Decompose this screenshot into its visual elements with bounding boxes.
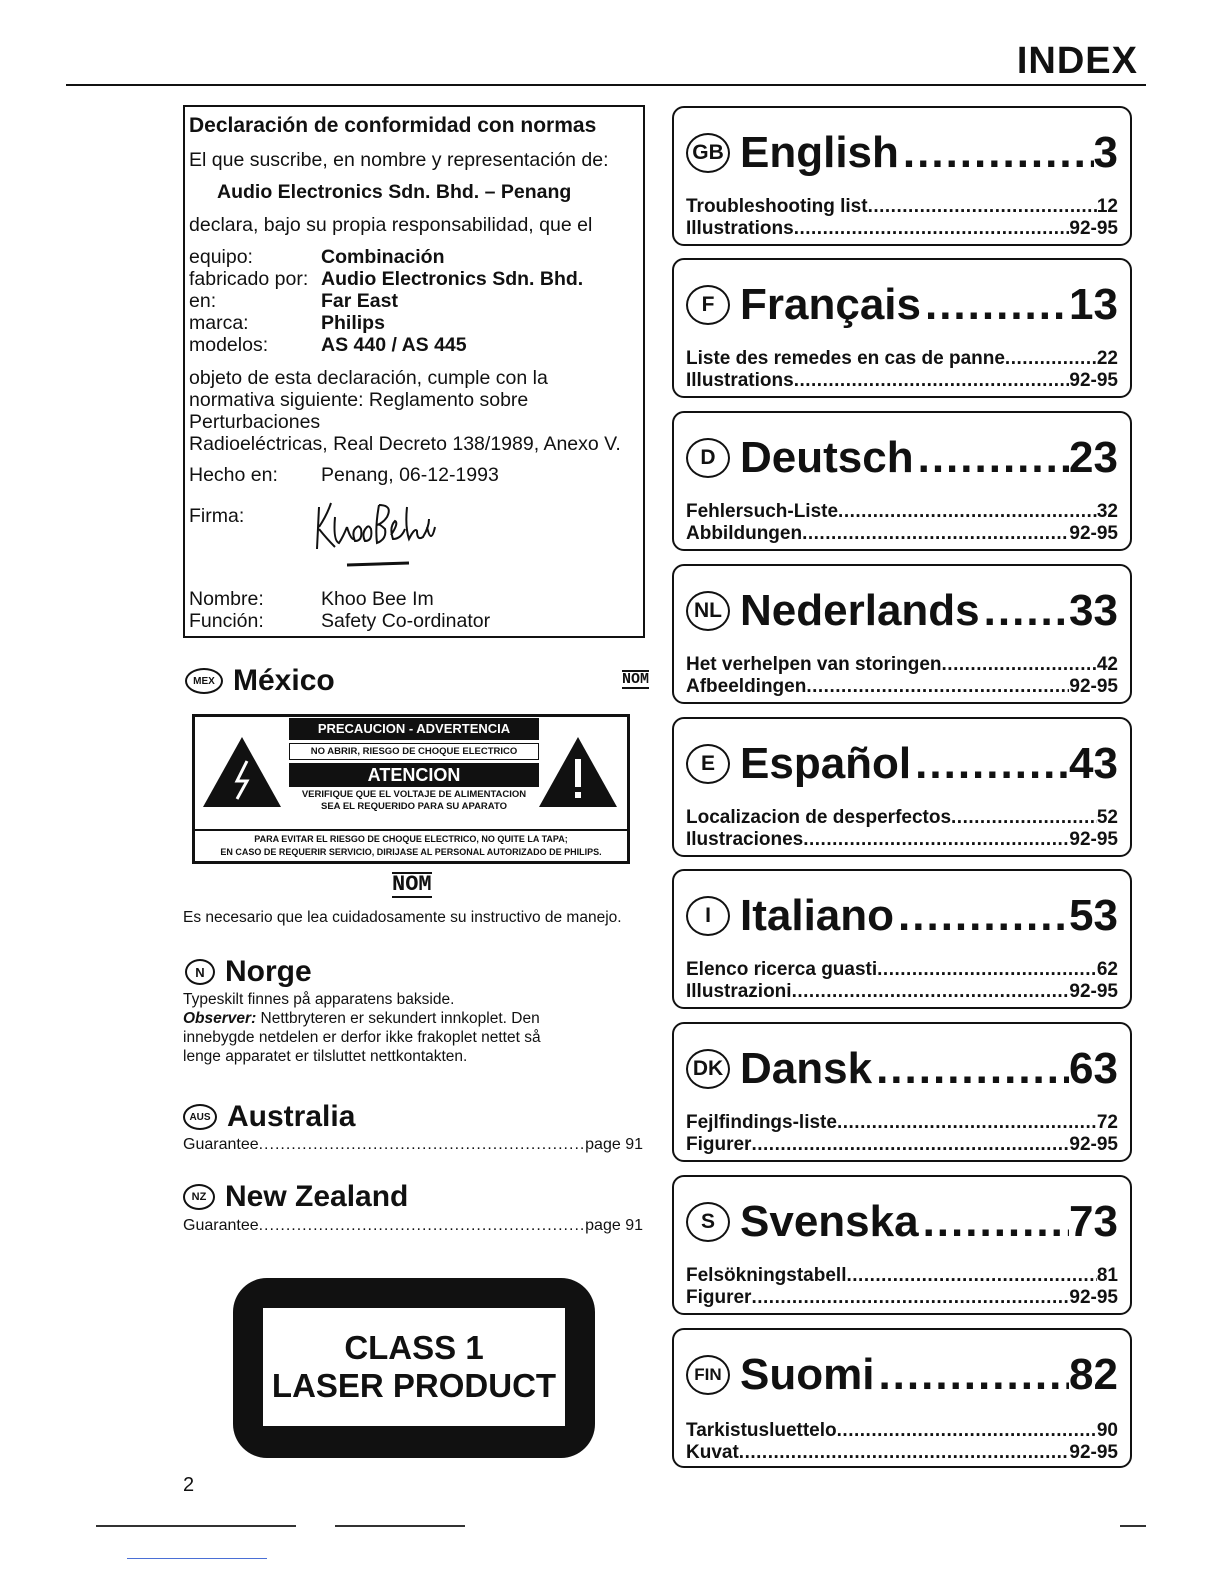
leader-dots [792,981,1070,1003]
index-row [686,959,1118,981]
lang-name: Français [740,280,921,329]
row-page: 52 [1096,807,1118,828]
leader-dots [1005,348,1097,370]
signature [313,497,453,577]
warning-mid: ATENCION [289,763,539,787]
object-line: Radioeléctricas, Real Decreto 138/1989, Anexo V. [189,433,621,455]
row-page: 92-95 [1069,1442,1118,1463]
warning-bottom2: EN CASO DE REQUERIR SERVICIO, DIRIJASE AL PERSONAL AUTORIZADO DE PHILIPS. [220,847,602,857]
leader-dots [794,370,1070,392]
declaration-box [183,105,645,638]
exclamation-hazard-icon [537,735,619,809]
guarantee-page: page 91 [585,1136,643,1153]
mexico-heading [185,664,335,698]
field-label: fabricado por: [189,268,309,290]
row-label: Het verhelpen van storingen [686,654,942,675]
gb-badge-icon: GB [686,133,730,173]
field-value: AS 440 / AS 445 [321,334,467,356]
dk-badge-icon: DK [686,1049,730,1089]
newzealand-title: New Zealand [225,1180,409,1213]
lang-page: 43 [1069,739,1118,788]
row-label: Tarkistusluettelo [686,1420,837,1441]
row-page: 81 [1096,1265,1118,1286]
s-badge-icon: S [686,1202,730,1242]
norge-line: lenge apparatet er tilsluttet nettkontakten. [183,1048,468,1065]
warning-label [192,714,630,864]
lang-box-deutsch [672,411,1132,551]
row-page: 32 [1096,501,1118,522]
australia-guarantee [183,1136,643,1154]
row-page: 72 [1096,1112,1118,1133]
index-row [686,218,1118,240]
leader-dots [794,218,1070,240]
lang-name: Español [740,739,912,788]
leader-dots [806,676,1069,698]
lang-name: Nederlands [740,586,980,635]
leader-dots [984,586,1069,636]
australia-title: Australia [227,1100,356,1133]
norge-line: innebygde netdelen er derfor ikke frakoplet nettet så [183,1029,541,1046]
leader-dots [951,807,1097,829]
field-value: Philips [321,312,385,334]
declaration-intro: El que suscribe, en nombre y representación de: [189,149,609,171]
leader-dots [925,280,1069,330]
guarantee-label: Guarantee [183,1136,259,1153]
lang-page: 33 [1069,586,1118,635]
leader-dots [803,829,1069,851]
field-value: Combinación [321,246,445,268]
field-label: modelos: [189,334,269,356]
field-label: marca: [189,312,249,334]
index-row [686,1112,1118,1134]
field-value: Far East [321,290,398,312]
field-label: equipo: [189,246,253,268]
leader-dots [918,433,1069,483]
lang-box-suomi [672,1328,1132,1468]
leader-dots [898,891,1069,941]
e-badge-icon: E [686,744,730,784]
nl-badge-icon: NL [686,591,730,631]
function-value: Safety Co-ordinator [321,610,491,632]
row-page: 92-95 [1069,676,1118,697]
row-label: Figurer [686,1287,752,1308]
lang-box-svenska [672,1175,1132,1315]
d-badge-icon: D [686,438,730,478]
mexico-note: Es necesario que lea cuidadosamente su instructivo de manejo. [183,909,622,926]
index-row [686,501,1118,523]
index-row [686,807,1118,829]
blue-line [127,1558,267,1559]
nz-badge-icon: NZ [183,1184,215,1210]
row-label: Localizacion de desperfectos [686,807,952,828]
index-row [686,370,1118,392]
name-label: Nombre: [189,588,264,610]
row-label: Illustrations [686,370,794,391]
row-page: 90 [1096,1420,1118,1441]
lang-name: Dansk [740,1044,873,1093]
newzealand-guarantee [183,1217,643,1235]
row-label: Figurer [686,1134,752,1155]
nom-logo: NOM [622,671,650,688]
lang-box-english [672,106,1132,246]
row-page: 42 [1096,654,1118,675]
index-row [686,1442,1118,1464]
index-row [686,654,1118,676]
lang-name: Suomi [740,1350,875,1399]
object-line: normativa siguiente: Reglamento sobre [189,389,529,411]
n-badge-icon: N [185,959,215,985]
made-value: Penang, 06-12-1993 [321,464,499,486]
newzealand-heading [183,1180,408,1214]
lang-page: 23 [1069,433,1118,482]
index-row [686,1265,1118,1287]
leader-dots [877,959,1097,981]
guarantee-label: Guarantee [183,1217,259,1234]
leader-dots [751,1287,1069,1309]
row-label: Fejlfindings-liste [686,1112,837,1133]
norge-line [183,1009,623,1028]
leader-dots [878,1350,1069,1400]
leader-dots [837,1420,1097,1442]
leader-dots [868,196,1097,218]
lang-name: Italiano [740,891,895,940]
made-label: Hecho en: [189,464,278,486]
lang-name: Svenska [740,1197,919,1246]
mexico-title: México [233,664,335,697]
leader-dots [751,1134,1069,1156]
object-line: objeto de esta declaración, cumple con la [189,367,548,389]
row-page: 92-95 [1069,370,1118,391]
footer-rule [96,1525,296,1527]
row-label: Abbildungen [686,523,803,544]
lang-box-dansk [672,1022,1132,1162]
lang-page: 3 [1093,128,1118,177]
field-value: Audio Electronics Sdn. Bhd. [321,268,584,290]
nom-logo-large: NOM [392,872,432,897]
i-badge-icon: I [686,896,730,936]
index-row [686,196,1118,218]
leader-dots [259,1136,586,1154]
leader-dots [259,1217,586,1235]
index-row [686,829,1118,851]
index-row [686,1134,1118,1156]
object-line: Perturbaciones [189,411,321,433]
row-label: Liste des remedes en cas de panne [686,348,1005,369]
index-row [686,1287,1118,1309]
electric-hazard-icon [201,735,283,809]
norge-line: Typeskilt finnes på apparatens bakside. [183,991,455,1008]
index-row [686,676,1118,698]
norge-text [183,990,623,1066]
norge-heading [185,955,312,989]
row-label: Elenco ricerca guasti [686,959,878,980]
row-label: Troubleshooting list [686,196,868,217]
footer-rule [1120,1525,1146,1527]
row-page: 92-95 [1069,829,1118,850]
aus-badge-icon: AUS [183,1104,217,1130]
signature-label: Firma: [189,505,245,527]
leader-dots [802,523,1069,545]
leader-dots [837,1112,1097,1134]
warning-line1: NO ABRIR, RIESGO DE CHOQUE ELECTRICO [289,743,539,760]
mex-badge-icon: MEX [185,668,223,694]
row-page: 92-95 [1069,218,1118,239]
lang-page: 82 [1069,1350,1118,1399]
warning-line3: SEA EL REQUERIDO PARA SU APARATO [321,801,507,812]
warning-line2: VERIFIQUE QUE EL VOLTAJE DE ALIMENTACION [301,789,527,800]
row-label: Felsökningstabell [686,1265,847,1286]
row-page: 12 [1096,196,1118,217]
lang-box-espanol [672,717,1132,857]
leader-dots [739,1442,1070,1464]
lang-page: 73 [1069,1197,1118,1246]
norge-line2: Nettbryteren er sekundert innkoplet. Den [256,1010,540,1027]
leader-dots [846,1265,1096,1287]
warning-top: PRECAUCION - ADVERTENCIA [289,718,539,740]
index-row [686,1420,1118,1442]
footer-rule [335,1525,465,1527]
row-label: Afbeeldingen [686,676,807,697]
declaration-declares: declara, bajo su propia responsabilidad, que el [189,214,593,236]
australia-heading [183,1100,355,1134]
name-value: Khoo Bee Im [321,588,434,610]
lang-box-italiano [672,869,1132,1009]
row-page: 92-95 [1069,523,1118,544]
leader-dots [838,501,1097,523]
lang-name: Deutsch [740,433,914,482]
field-label: en: [189,290,217,312]
row-page: 62 [1096,959,1118,980]
lang-box-nederlands [672,564,1132,704]
page-number: 2 [183,1474,195,1496]
row-label: Kuvat [686,1442,739,1463]
declaration-title: Declaración de conformidad con normas [189,114,597,137]
row-label: Fehlersuch-Liste [686,501,839,522]
row-label: Ilustraciones [686,829,804,850]
norge-title: Norge [225,955,312,988]
lang-name: English [740,128,899,177]
row-page: 22 [1096,348,1118,369]
leader-dots [923,1197,1069,1247]
lang-box-francais [672,258,1132,398]
row-page: 92-95 [1069,1134,1118,1155]
row-page: 92-95 [1069,981,1118,1002]
leader-dots [876,1044,1069,1094]
lang-page: 13 [1069,280,1118,329]
leader-dots [915,739,1069,789]
lang-page: 53 [1069,891,1118,940]
row-page: 92-95 [1069,1287,1118,1308]
guarantee-page: page 91 [585,1217,643,1234]
laser-line2: LASER PRODUCT [271,1367,557,1404]
laser-line1: CLASS 1 [344,1329,484,1366]
observer-label: Observer: [183,1010,257,1027]
row-label: Illustrations [686,218,794,239]
laser-product-label [233,1278,595,1458]
warning-bottom1: PARA EVITAR EL RIESGO DE CHOQUE ELECTRICO, NO QUITE LA TAPA; [254,834,568,844]
fin-badge-icon: FIN [686,1355,730,1395]
lang-page: 63 [1069,1044,1118,1093]
header-rule [66,84,1146,86]
leader-dots [942,654,1097,676]
index-row [686,523,1118,545]
function-label: Función: [189,610,264,632]
f-badge-icon: F [686,285,730,325]
page-title: INDEX [1016,40,1138,82]
declaration-company: Audio Electronics Sdn. Bhd. – Penang [217,181,572,203]
index-row [686,348,1118,370]
row-label: Illustrazioni [686,981,792,1002]
index-row [686,981,1118,1003]
leader-dots [903,128,1094,178]
